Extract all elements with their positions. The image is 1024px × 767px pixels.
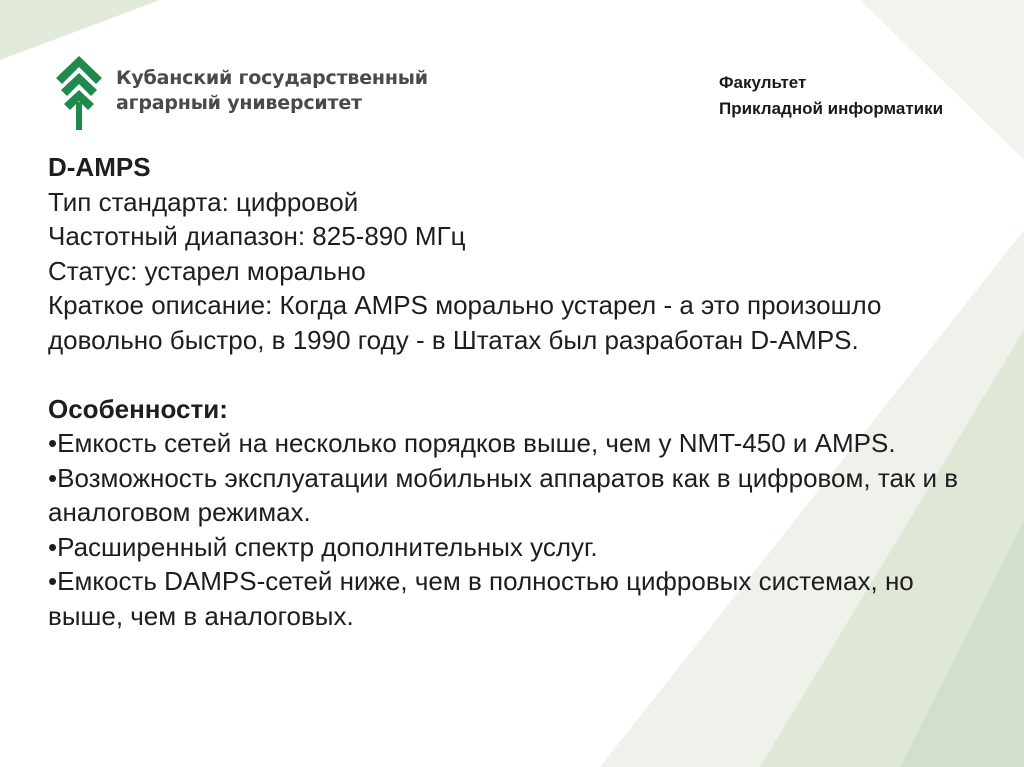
university-name-line1: Кубанский государственный	[116, 67, 428, 89]
frequency-range: Частотный диапазон: 825-890 МГц	[48, 221, 466, 251]
university-name-line2: аграрный университет	[116, 92, 362, 114]
leaf-logo-icon	[56, 56, 102, 130]
faculty-line1: Факультет	[719, 73, 807, 92]
feature-item: •Расширенный спектр дополнительных услуг.	[48, 531, 598, 562]
faculty-label	[719, 70, 943, 122]
spacer	[48, 357, 988, 392]
faculty-line2: Прикладной информатики	[719, 99, 944, 118]
slide-body	[48, 150, 988, 633]
feature-item: •Емкость сетей на несколько порядков выше, чем у NMT-450 и AMPS.	[48, 428, 896, 458]
slide-title: D-AMPS	[48, 152, 151, 182]
description-text: Краткое описание: Когда AMPS морально устарел - а это произошло довольно быстро, в 1990 году - в Штатах был разработан D-AMPS.	[48, 290, 882, 355]
status-text: Статус: устарел морально	[48, 255, 366, 286]
standard-type: Тип стандарта: цифровой	[48, 186, 359, 217]
university-logo	[56, 56, 428, 130]
feature-item: •Возможность эксплуатации мобильных аппаратов как в цифровом, так и в аналоговом режимах.	[48, 462, 959, 527]
feature-item: •Емкость DAMPS-сетей ниже, чем в полностью цифровых системах, но выше, чем в аналоговых.	[48, 566, 914, 631]
features-heading: Особенности:	[48, 393, 228, 424]
